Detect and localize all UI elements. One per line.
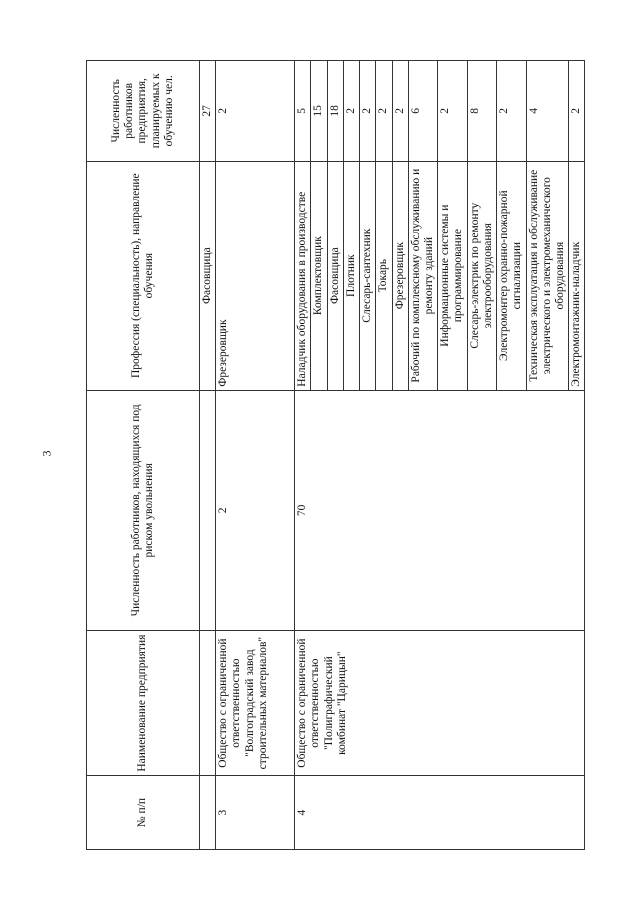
count-cell: 6 — [408, 61, 437, 162]
count-cell: 2 — [376, 61, 392, 162]
header-risk: Численность работников, находящихся под риском увольнения — [87, 390, 200, 630]
prev-profession: Фасовщица — [200, 161, 216, 390]
rotated-page — [86, 60, 592, 850]
count-cell: 4 — [526, 61, 569, 162]
continuation-row — [200, 61, 216, 850]
header-name: Наименование предприятия — [87, 630, 200, 775]
count-cell: 18 — [327, 61, 343, 162]
profession-cell: Техническая эксплуатация и обслуживание электрического и электромеханического оборудования — [526, 161, 569, 390]
org4-name: Общество с ограниченной ответственностью "Полиграфический комбинат "Царицын" — [295, 630, 585, 775]
workers-table — [86, 60, 585, 850]
org4-risk: 70 — [295, 390, 585, 630]
org3-name: Общество с ограниченной ответственностью "Волгоградский завод строительных материалов" — [216, 630, 295, 775]
profession-cell: Наладчик оборудования в производстве — [295, 161, 311, 390]
org3-num: 3 — [216, 776, 295, 850]
org3-count: 2 — [216, 61, 295, 162]
profession-cell: Комплектовщик — [311, 161, 327, 390]
count-cell: 2 — [392, 61, 408, 162]
header-num: № п/п — [87, 776, 200, 850]
profession-cell: Слесарь-сантехник — [360, 161, 376, 390]
count-cell: 15 — [311, 61, 327, 162]
prev-count: 27 — [200, 61, 216, 162]
profession-cell: Информационные системы и программирование — [438, 161, 467, 390]
count-cell: 8 — [467, 61, 496, 162]
header-count: Численность работников предприятия, планируемых к обучению чел. — [87, 61, 200, 162]
profession-cell: Плотник — [343, 161, 359, 390]
count-cell: 2 — [497, 61, 526, 162]
org4-num: 4 — [295, 776, 585, 850]
count-cell: 2 — [360, 61, 376, 162]
profession-cell: Токарь — [376, 161, 392, 390]
count-cell: 2 — [438, 61, 467, 162]
count-cell: 2 — [569, 61, 585, 162]
count-cell: 5 — [295, 61, 311, 162]
profession-cell: Электромонтажник-наладчик — [569, 161, 585, 390]
table-row — [295, 61, 311, 850]
org3-risk: 2 — [216, 390, 295, 630]
page-number: 3 — [39, 450, 54, 457]
count-cell: 2 — [343, 61, 359, 162]
org3-profession: Фрезеровщик — [216, 161, 295, 390]
header-profession: Профессия (специальность), направление обучения — [87, 161, 200, 390]
profession-cell: Слесарь-электрик по ремонту электрооборудования — [467, 161, 496, 390]
profession-cell: Рабочий по комплексному обслуживанию и ремонту зданий — [408, 161, 437, 390]
profession-cell: Фрезеровщик — [392, 161, 408, 390]
table-row — [216, 61, 295, 850]
header-row — [87, 61, 200, 850]
profession-cell: Фасовщица — [327, 161, 343, 390]
profession-cell: Электромонтер охранно-пожарной сигнализации — [497, 161, 526, 390]
